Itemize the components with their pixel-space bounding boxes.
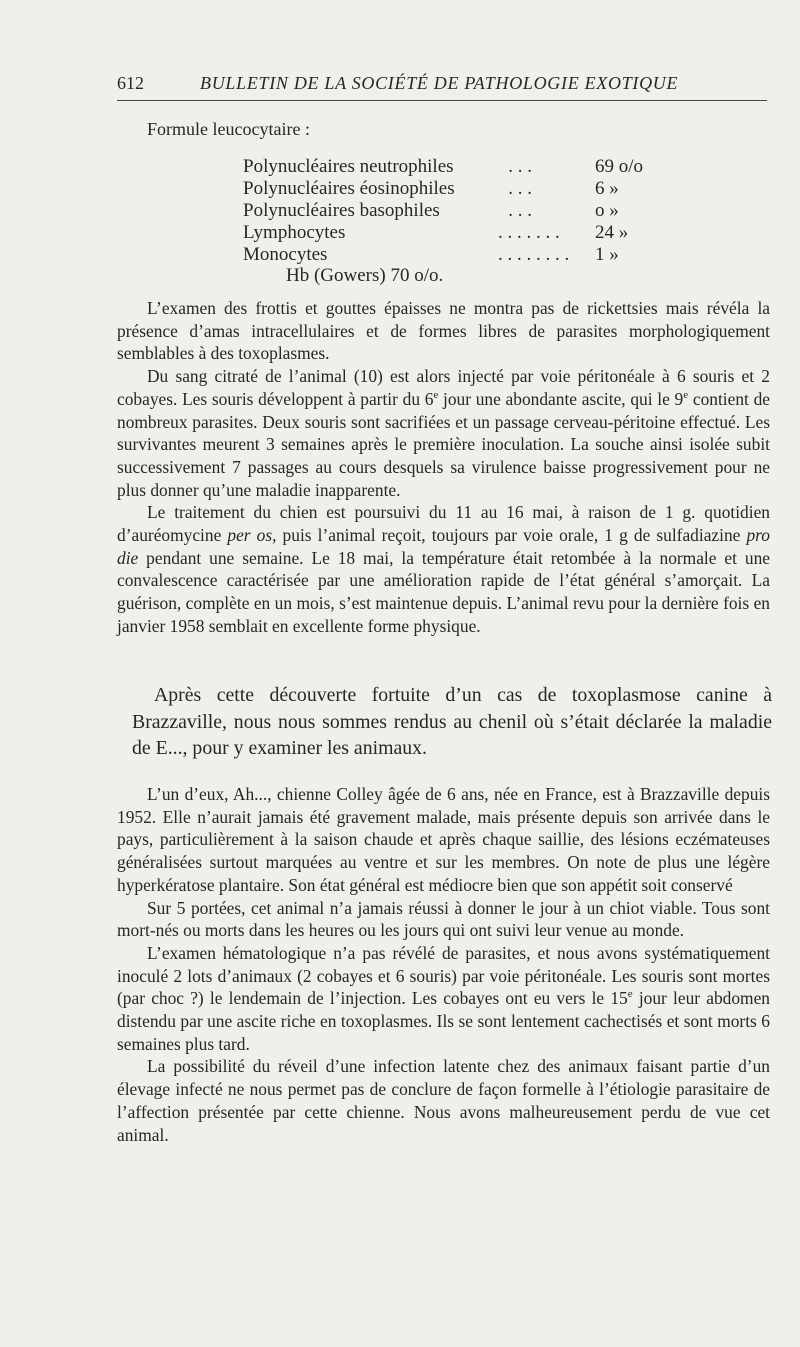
leukocyte-formula-table bbox=[243, 156, 673, 266]
text-run: contient de nombreux parasites. Deux souris sont sacrifiées et un passage cerveau-péritoine effectué. Les survivantes meurent 3 semaines après le première inoculation. La souche ainsi isolée subit successivement 7 passages au cours desquels sa virulence baisse progressivement pour ne plus donner qu’une maladie inapparente. bbox=[117, 388, 770, 500]
lead-paragraph-block bbox=[132, 682, 772, 762]
leader-dots: . . . bbox=[508, 178, 532, 199]
leader-dots: . . . . . . . bbox=[498, 222, 560, 243]
leader-dots: . . . . . . . . bbox=[498, 244, 570, 265]
body-text-block-1 bbox=[117, 297, 770, 638]
header-rule bbox=[117, 100, 767, 101]
cell-value: 6 » bbox=[595, 178, 619, 199]
paragraph bbox=[117, 501, 770, 637]
paragraph bbox=[117, 365, 770, 501]
superscript: e bbox=[627, 988, 633, 1001]
text-run: Du sang citraté de l’animal (10) est alors injecté par voie péritonéale à 6 souris et 2 cobayes. Les souris développent à partir du 6 bbox=[117, 366, 770, 409]
cell-name: Monocytes bbox=[243, 244, 328, 265]
paragraph: La possibilité du réveil d’une infection latente chez des animaux faisant partie d’un élevage infecté ne nous permet pas de conclure de façon formelle à l’étiologie parasitaire de l’affection présentée par cette chienne. Nous avons malheureusement perdu de vue cet animal. bbox=[117, 1056, 770, 1145]
cell-name: Polynucléaires neutrophiles bbox=[243, 156, 454, 177]
page-number: 612 bbox=[117, 73, 144, 93]
superscript: e bbox=[433, 389, 439, 402]
text-run: , puis l’animal reçoit, toujours par voie orale, 1 g de sulfadiazine bbox=[272, 525, 747, 546]
text-run: Le traitement du chien est poursuivi du 11 au 16 mai, à raison de 1 g. quotidien d’auréomycine bbox=[117, 502, 770, 546]
italic-term: pro die bbox=[117, 525, 770, 568]
text-run: L’examen hématologique n’a pas révélé de parasites, et nous avons systématiquement inoculé 2 lots d’animaux (2 cobayes et 6 souris) par voie péritonéale. Les souris sont mortes (par choc ?) le lendemain de l’injection. Les cobayes ont eu vers le 15 bbox=[117, 942, 770, 1009]
cell-name: Polynucléaires éosinophiles bbox=[243, 178, 455, 199]
hemoglobin-line: Hb (Gowers) 70 o/o. bbox=[286, 265, 444, 286]
lead-paragraph: Après cette découverte fortuite d’un cas de toxoplasmose canine à Brazzaville, nous nous sommes rendus au chenil où s’était déclarée la maladie de E..., pour y examiner les animaux. bbox=[132, 684, 772, 759]
paragraph: L’examen des frottis et gouttes épaisses ne montra pas de rickettsies mais révéla la présence d’amas intracellulaires et de formes libres de parasites morphologiquement semblables à des toxoplasmes. bbox=[117, 298, 770, 364]
text-run: jour leur abdomen distendu par une ascite riche en toxoplasmes. Ils se sont lentement cachectisés et sont morts 6 semaines plus tard. bbox=[117, 988, 770, 1054]
table-row bbox=[243, 178, 673, 200]
table-row bbox=[243, 244, 673, 266]
superscript: e bbox=[683, 389, 689, 402]
cell-name: Lymphocytes bbox=[243, 222, 346, 243]
table-row bbox=[243, 200, 673, 222]
paragraph: Sur 5 portées, cet animal n’a jamais réussi à donner le jour à un chiot viable. Tous sont mort-nés ou morts dans les heures ou les jours qui ont suivi leur venue au monde. bbox=[117, 897, 770, 941]
text-run: jour une abondante ascite, qui le 9 bbox=[438, 388, 684, 409]
body-text-block-2 bbox=[117, 783, 770, 1146]
journal-title: BULLETIN DE LA SOCIÉTÉ DE PATHOLOGIE EXOTIQUE bbox=[200, 73, 679, 93]
italic-term: per os bbox=[227, 525, 273, 546]
cell-value: 69 o/o bbox=[595, 156, 644, 177]
cell-value: o » bbox=[595, 200, 619, 221]
table-row bbox=[243, 156, 673, 178]
cell-value: 1 » bbox=[595, 244, 619, 265]
formule-label: Formule leucocytaire : bbox=[147, 119, 310, 139]
paragraph: L’un d’eux, Ah..., chienne Colley âgée de 6 ans, née en France, est à Brazzaville depuis 1952. Elle n’aurait jamais été gravement malade, mais présente depuis son arrivée dans le pays, particulièrement à la saison chaude et après chaque saillie, des lésions eczémateuses généralisées surtout marquées au ventre et sur les membres. On note de plus une légère hyperkératose plantaire. Son état général est médiocre bien que son appétit soit conservé bbox=[117, 784, 770, 895]
text-run: pendant une semaine. Le 18 mai, la température était retombée à la normale et une convalescence caractérisée par une amélioration rapide de l’état général s’amorçait. La guérison, complète en un mois, s’est maintenue depuis. L’animal revu pour la dernière fois en janvier 1958 semblait en excellente forme physique. bbox=[117, 547, 770, 636]
running-header bbox=[117, 71, 767, 95]
leader-dots: . . . bbox=[508, 200, 532, 221]
leader-dots: . . . bbox=[508, 156, 532, 177]
cell-value: 24 » bbox=[595, 222, 629, 243]
paragraph bbox=[117, 942, 770, 1056]
cell-name: Polynucléaires basophiles bbox=[243, 200, 440, 221]
table-row bbox=[243, 222, 673, 244]
